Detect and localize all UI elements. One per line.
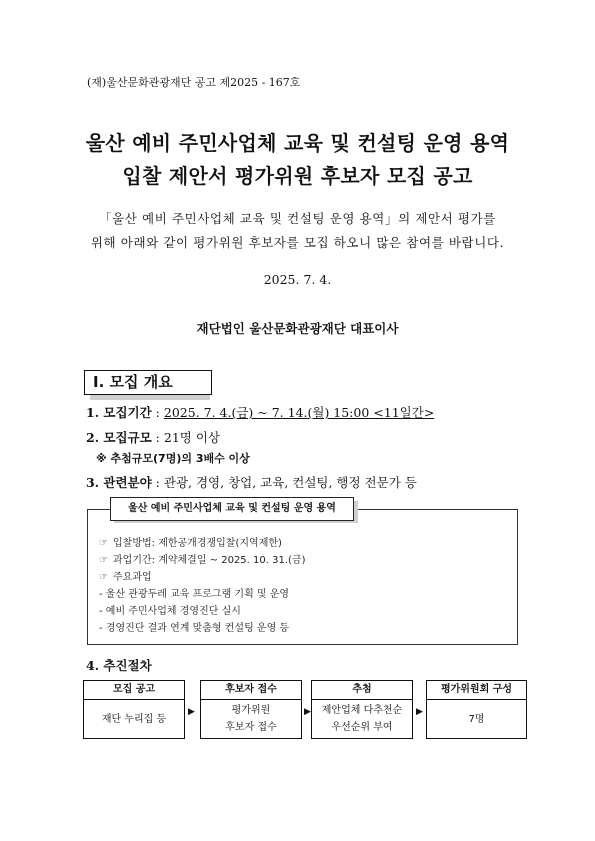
step-3-body-line-1: 제안업체 다추천순	[321, 705, 403, 716]
related-fields-label: 3. 관련분야	[86, 475, 152, 490]
step-1-header: 모집 공고	[83, 680, 185, 700]
recruitment-note: ※ 추첨규모(7명)의 3배수 이상	[96, 452, 250, 465]
announcement-date: 2025. 7. 4.	[263, 272, 332, 287]
project-detail-title: 울산 예비 주민사업체 교육 및 컨설팅 운영 용역	[110, 497, 354, 521]
arrow-right-icon: ▶	[188, 707, 195, 717]
step-4-header: 평가위원회 구성	[426, 680, 527, 700]
intro-text-line-1: 「울산 예비 주민사업체 교육 및 컨설팅 운영 용역」의 제안서 평가를	[99, 211, 496, 226]
page-title-line-1: 울산 예비 주민사업체 교육 및 컨설팅 운영 용역	[85, 131, 510, 155]
detail-line-text: 과업기간: 계약체결일 ~ 2025. 10. 31.(금)	[113, 555, 306, 566]
recruitment-period-label: 1. 모집기간	[86, 405, 152, 420]
section-header-label: Ⅰ. 모집 개요	[84, 370, 212, 395]
detail-line-period	[99, 551, 305, 566]
step-3-body-line-2: 우선순위 부여	[331, 722, 393, 733]
step-1-body-line-1: 재단 누리집 등	[101, 713, 167, 725]
step-3-body	[311, 700, 413, 739]
step-2-body-line-2: 후보자 접수	[225, 722, 277, 733]
intro-text-line-2: 위해 아래와 같이 평가위원 후보자를 모집 하오니 많은 참여를 바랍니다.	[90, 235, 505, 250]
recruitment-size	[86, 428, 220, 446]
arrow-right-icon: ▶	[304, 707, 311, 717]
pointing-hand-icon: ☞	[99, 538, 108, 549]
page-title-line-2: 입찰 제안서 평가위원 후보자 모집 공고	[122, 164, 473, 188]
step-4-body	[426, 700, 527, 739]
detail-task-item: - 경영진단 결과 연계 맞춤형 컨설팅 운영 등	[99, 623, 290, 634]
procedure-title: 4. 추진절차	[86, 658, 152, 673]
related-fields	[86, 473, 417, 491]
related-fields-separator: :	[151, 475, 164, 490]
related-fields-value: 관광, 경영, 창업, 교육, 컨설팅, 행정 전문가 등	[163, 475, 417, 490]
pointing-hand-icon: ☞	[99, 572, 108, 583]
recruitment-period	[86, 403, 434, 421]
step-4-body-line-1: 7명	[468, 713, 485, 725]
detail-task-item: - 울산 관광두레 교육 프로그램 기획 및 운영	[99, 589, 290, 600]
section-header	[84, 370, 206, 397]
recruitment-size-separator: :	[151, 430, 164, 445]
step-2-body-line-1: 평가위원	[231, 705, 271, 716]
detail-task-item: - 예비 주민사업체 경영진단 실시	[99, 606, 241, 617]
detail-line-text: 주요과업	[113, 572, 152, 583]
recruitment-period-separator: :	[151, 405, 164, 420]
issuer: 재단법인 울산문화관광재단 대표이사	[196, 321, 399, 336]
arrow-right-icon: ▶	[416, 707, 423, 717]
detail-line-bid-method	[99, 534, 282, 549]
recruitment-period-value: 2025. 7. 4.(금) ~ 7. 14.(월) 15:00 <11일간>	[163, 405, 435, 420]
recruitment-size-label: 2. 모집규모	[86, 430, 152, 445]
step-3-header: 추첨	[311, 680, 413, 700]
detail-line-main-tasks	[99, 568, 152, 583]
recruitment-size-value: 21명 이상	[163, 430, 220, 445]
step-2-body	[200, 700, 302, 739]
step-1-body	[83, 700, 185, 739]
step-2-header: 후보자 접수	[200, 680, 302, 700]
detail-line-text: 입찰방법: 제한공개경쟁입찰(지역제한)	[113, 538, 282, 549]
pointing-hand-icon: ☞	[99, 555, 108, 566]
document-number: (재)울산문화관광재단 공고 제2025 - 167호	[87, 76, 301, 89]
